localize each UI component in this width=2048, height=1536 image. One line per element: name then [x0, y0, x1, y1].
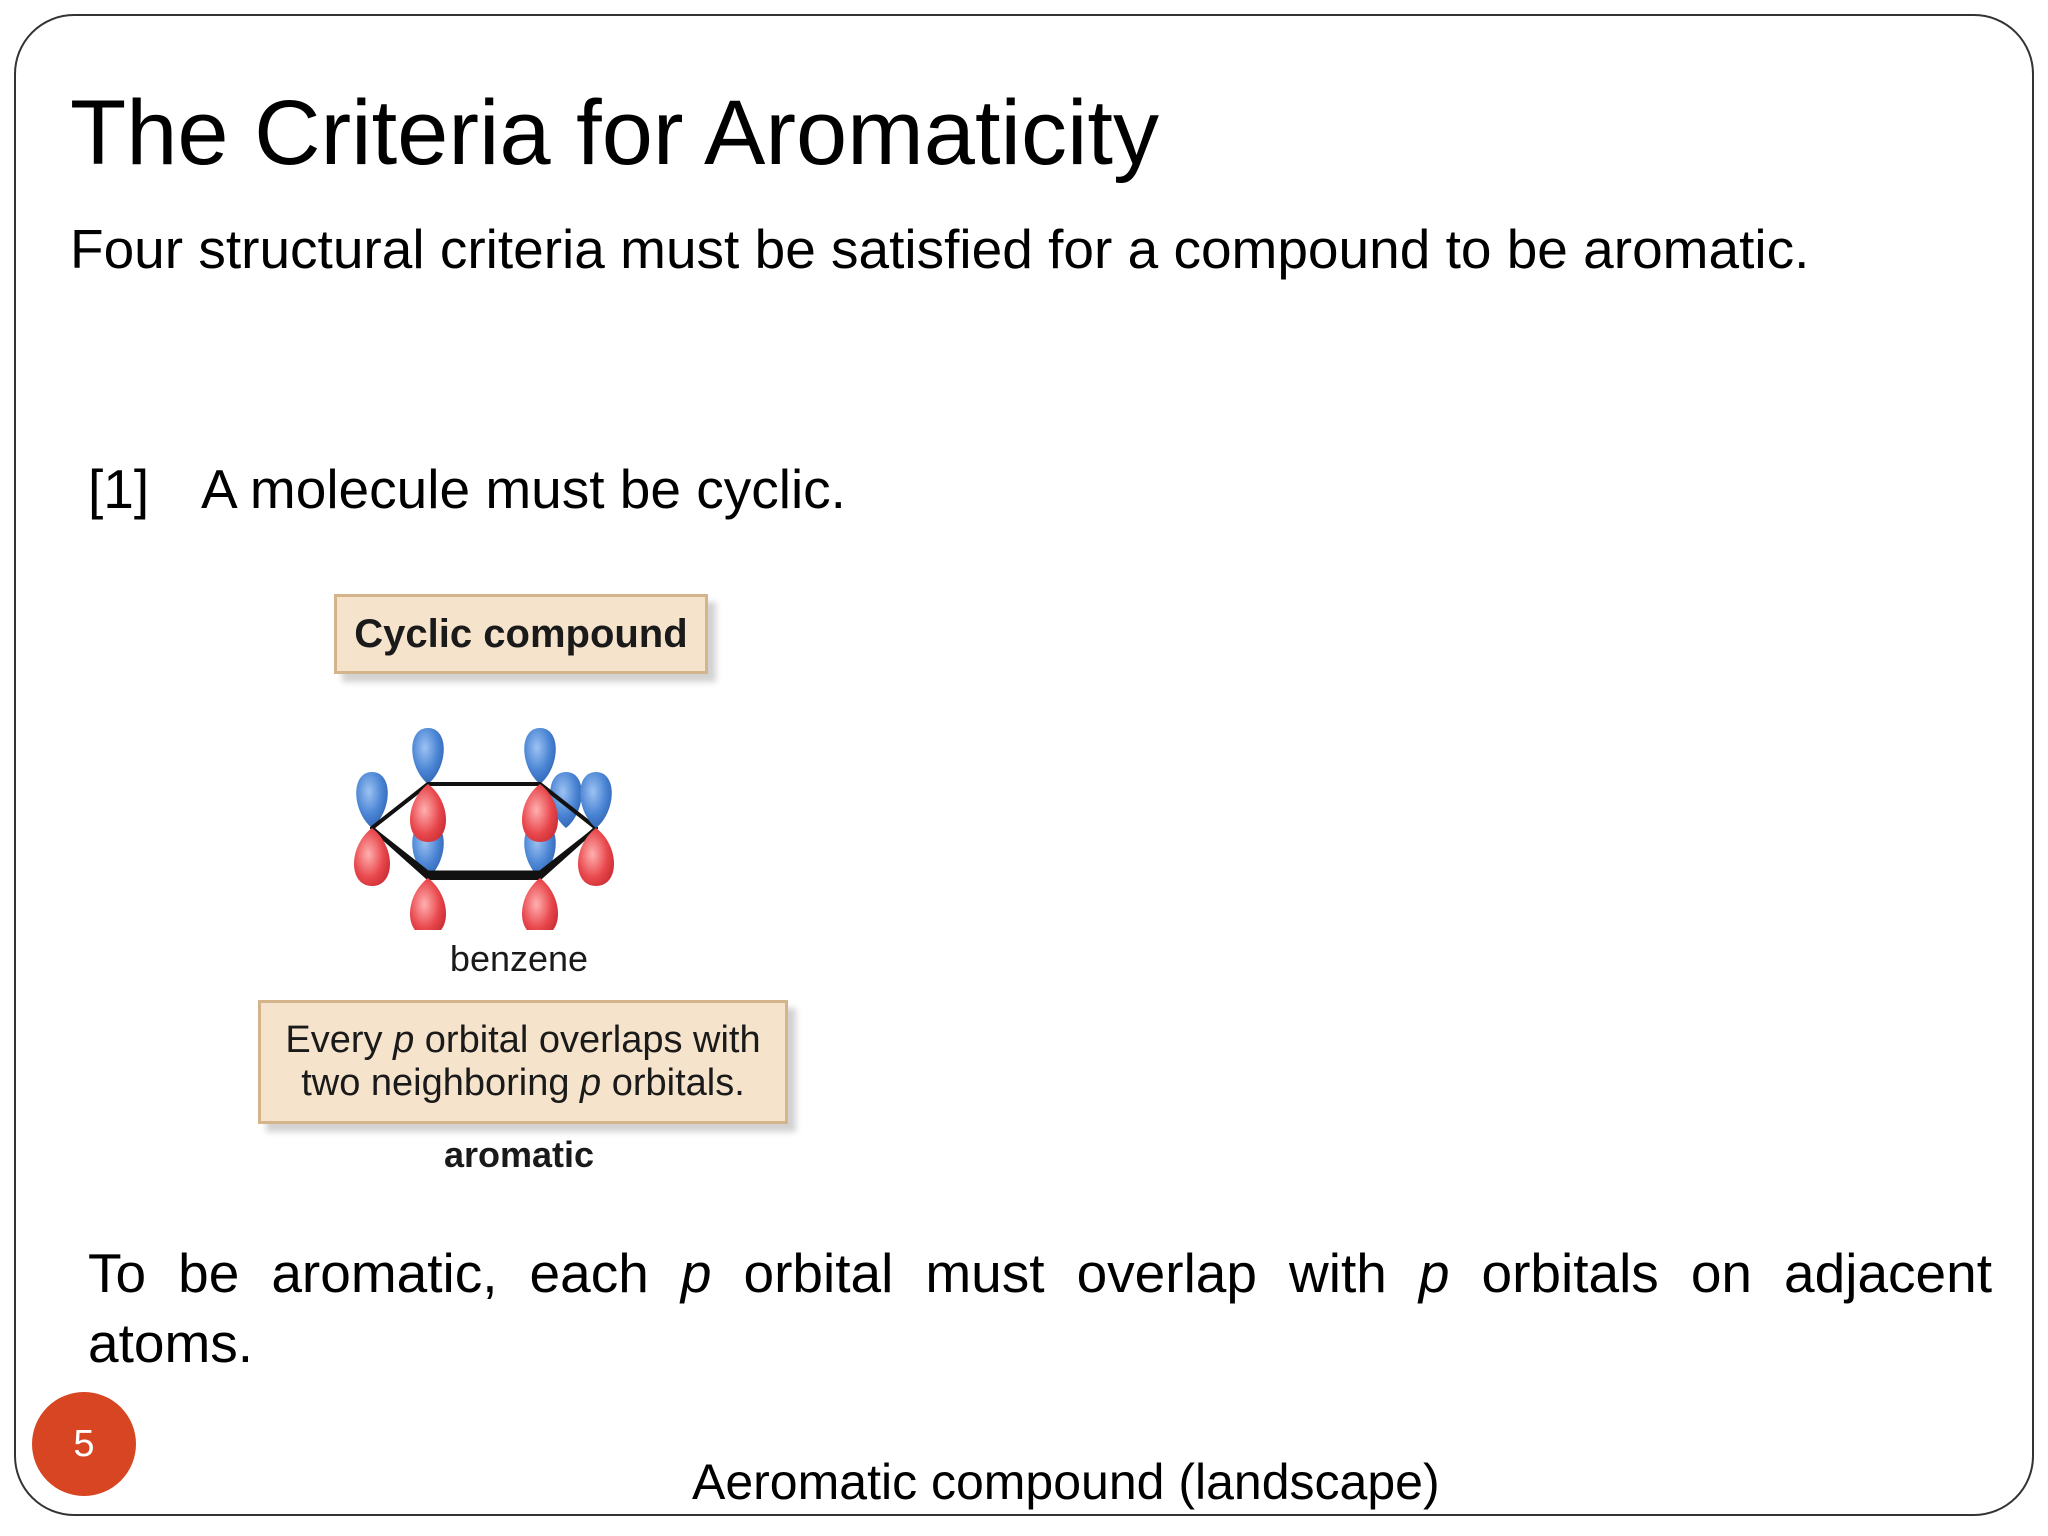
criterion-text: A molecule must be cyclic.	[201, 458, 846, 520]
slide-footer: Aeromatic compound (landscape)	[692, 1454, 1440, 1510]
note-p-italic: p	[580, 1062, 602, 1104]
note-text: two neighboring	[301, 1062, 581, 1104]
note-p-italic: p	[393, 1019, 415, 1061]
slide-subtitle: Four structural criteria must be satisfied for a compound to be aromatic.	[70, 218, 1810, 280]
criterion-item	[88, 456, 846, 522]
orbital-lobe-top	[412, 728, 444, 784]
orbital-lobe-bottom	[522, 878, 558, 930]
orbital-lobe-bottom	[410, 878, 446, 930]
figure-header: Cyclic compound	[354, 612, 688, 656]
body-paragraph	[88, 1238, 1992, 1378]
figure-note-line-1	[261, 1019, 785, 1062]
body-p-italic: p	[680, 1242, 712, 1304]
slide-frame	[14, 14, 2034, 1516]
page-number-badge	[32, 1392, 136, 1496]
orbital-lobe-top	[524, 728, 556, 784]
figure-header-box	[334, 594, 708, 674]
note-text: Every	[285, 1019, 394, 1061]
body-text: To be aromatic, each	[88, 1242, 681, 1304]
figure-note-box	[258, 1000, 788, 1124]
slide-title: The Criteria for Aromaticity	[70, 82, 1159, 184]
note-text: orbital overlaps with	[414, 1019, 761, 1061]
body-text: orbital must overlap with	[711, 1242, 1419, 1304]
page-number: 5	[73, 1422, 95, 1465]
criterion-number: [1]	[88, 458, 150, 520]
body-text: orbitals on adjacent atoms.	[88, 1242, 1992, 1374]
classification-label: aromatic	[443, 1134, 595, 1175]
body-p-italic: p	[1418, 1242, 1450, 1304]
figure-note-line-2	[261, 1062, 785, 1105]
note-text: orbitals.	[601, 1062, 745, 1104]
benzene-orbital-diagram	[354, 690, 684, 930]
molecule-label: benzene	[449, 938, 589, 979]
benzene-figure	[254, 588, 802, 1186]
